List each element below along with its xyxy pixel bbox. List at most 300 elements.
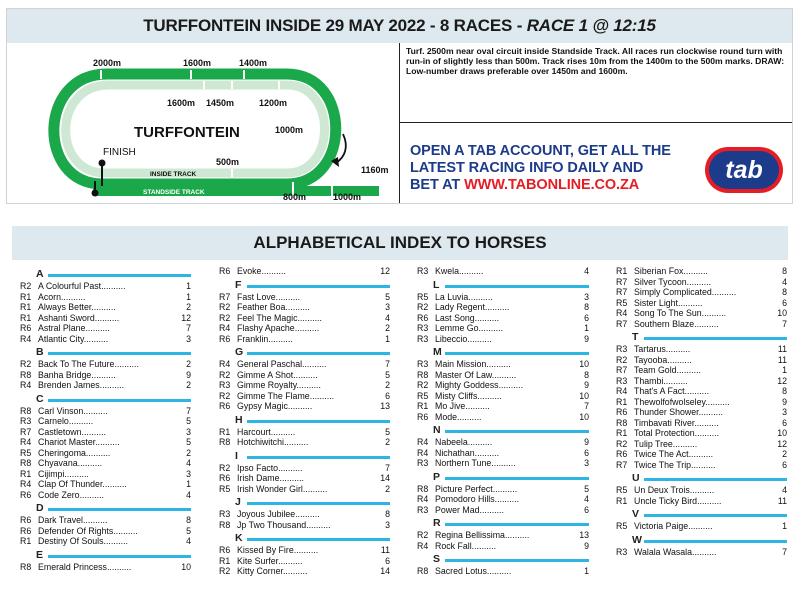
dot-leader: .......... [302,483,328,494]
dot-leader: .......... [665,344,691,354]
race-info-card [6,8,793,204]
race-number: R2 [219,312,231,323]
saddle-number: 7 [782,318,787,329]
dot-leader: .......... [285,302,310,312]
horse-name: Carl Vinson.......... [38,405,108,416]
race-number: R6 [219,333,231,344]
race-number: R6 [20,489,32,500]
race-number: R6 [616,449,628,459]
dot-leader: .......... [81,426,106,437]
horse-name: Tartarus.......... [634,344,691,354]
index-header [12,226,788,260]
dot-leader: .......... [705,396,730,407]
saddle-number: 6 [385,390,390,401]
horse-name: Timbavati River.......... [634,417,719,428]
horse-row [616,308,787,319]
index-column-1 [20,266,191,572]
race-title-main: TURFFONTEIN INSIDE 29 MAY 2022 - 8 RACES - [143,16,527,35]
dot-leader: .......... [106,561,132,572]
horse-row [20,526,191,537]
horse-row [219,380,390,391]
dot-leader: .......... [694,417,719,428]
race-number: R1 [616,428,628,438]
horse-name: Always Better.......... [38,302,116,312]
saddle-number: 1 [584,323,589,333]
section-divider [445,352,589,355]
horse-name: Walala Wasala.......... [634,546,717,557]
saddle-number: 14 [380,566,390,576]
dot-leader: .......... [102,479,127,489]
saddle-number: 11 [777,344,787,354]
race-number: R6 [219,401,231,411]
dot-leader: .......... [688,449,714,459]
saddle-number: 1 [782,521,787,531]
race-number: R2 [219,462,231,473]
section-divider [445,430,589,433]
dot-leader: .......... [68,416,94,426]
horse-name: Power Mad.......... [435,504,504,515]
horse-name: Acorn.......... [38,291,86,302]
horse-row [417,380,589,391]
race-number: R7 [616,276,628,287]
horse-row [417,302,589,313]
horse-row [417,458,589,469]
race-number: R4 [20,333,32,344]
horse-row [417,370,589,381]
horse-name: Nichathan.......... [435,447,500,458]
dot-leader: .......... [77,458,103,468]
race-number: R6 [20,515,32,525]
dot-leader: .......... [114,359,139,369]
race-number: R4 [417,437,429,447]
race-number: R4 [616,386,628,396]
horse-row [219,437,390,448]
horse-row [616,496,787,507]
dot-leader: .......... [663,375,688,386]
marker-1200m: 1200m [259,98,288,108]
horse-row [219,323,390,334]
tab-promo[interactable] [399,123,792,203]
race-number: R2 [616,354,628,365]
horse-name: Defender Of Rights.......... [38,525,138,536]
horse-name: Pomodoro Hills.......... [435,494,520,504]
horse-name: Sacred Lotus.......... [435,566,512,576]
race-number: R3 [616,344,628,354]
section-divider [445,285,589,288]
dot-leader: .......... [85,323,110,333]
dot-leader: .......... [95,437,120,447]
letter-section-n [417,422,589,437]
horse-row [20,313,191,324]
horse-name: Flashy Apache.......... [237,323,320,333]
horse-name: Mo Jive.......... [435,401,490,411]
saddle-number: 5 [186,437,191,447]
promo-url-link[interactable]: WWW.TABONLINE.CO.ZA [464,177,640,193]
saddle-number: 9 [186,369,191,380]
horse-name: Clap Of Thunder.......... [38,479,127,489]
race-number: R1 [20,468,32,479]
marker-2000m: 2000m [93,58,122,68]
race-number: R1 [20,312,32,323]
race-number: R5 [616,485,628,495]
section-letter: F [235,278,242,291]
saddle-number: 3 [584,458,589,468]
saddle-number: 7 [186,323,191,333]
saddle-number: 10 [579,411,589,422]
dot-leader: .......... [94,312,120,323]
section-letter: L [433,278,440,291]
race-number: R3 [417,504,429,515]
horse-name: Thewolfofwolseley.......... [634,396,730,407]
race-number: R8 [219,519,231,530]
dot-leader: .......... [711,287,737,297]
horse-name: Feather Boa.......... [237,302,310,312]
marker-500m: 500m [216,157,240,167]
marker-1600m: 1600m [183,58,212,68]
letter-section-c [20,391,191,406]
horse-row [616,386,787,397]
race-number: R1 [616,266,628,276]
dot-leader: .......... [79,489,105,500]
horse-name: Regina Bellissima.......... [435,530,530,540]
letter-section-s [417,551,589,566]
race-number: R1 [20,536,32,546]
letter-section-i [219,448,390,463]
horse-name: Sister Light.......... [634,297,703,308]
horse-name: That's A Fact.......... [634,386,710,396]
horse-row [417,292,589,303]
race-number: R2 [219,566,231,576]
dot-leader: .......... [492,483,518,494]
race-number: R7 [616,287,628,297]
promo-line-3 [410,177,671,194]
dot-leader: .......... [287,401,313,411]
marker-1400m: 1400m [239,58,268,68]
saddle-number: 8 [186,515,191,525]
horse-name: Carnelo.......... [38,416,94,426]
horse-row [417,530,589,541]
dot-leader: .......... [672,438,698,449]
promo-line-2: LATEST RACING INFO DAILY AND [410,160,644,176]
horse-row [219,359,390,370]
saddle-number: 5 [385,369,390,380]
race-number: R4 [20,479,32,489]
letter-section-h [219,412,390,427]
dot-leader: .......... [64,468,89,479]
letter-section-u [616,470,787,485]
saddle-number: 4 [584,266,589,276]
saddle-number: 10 [777,308,787,318]
horse-row [616,418,787,429]
saddle-number: 3 [186,333,191,344]
horse-row [417,494,589,505]
section-divider [48,399,191,402]
race-number: R8 [417,369,429,380]
horse-name: Gimme The Flame.......... [237,390,335,401]
horse-row [616,287,787,298]
horse-name: Fast Love.......... [237,291,301,302]
letter-section-v [616,506,787,521]
dot-leader: .......... [486,359,511,369]
saddle-number: 3 [385,302,390,312]
saddle-number: 1 [584,566,589,576]
section-letter: T [632,331,639,343]
letter-section-l [417,277,589,292]
dot-leader: .......... [270,426,296,437]
dot-leader: .......... [491,458,516,468]
dot-leader: .......... [486,566,512,576]
section-divider [644,514,787,517]
race-number: R8 [417,566,429,576]
saddle-number: 7 [385,359,390,369]
dot-leader: .......... [474,312,500,323]
section-divider [445,523,589,526]
race-number: R2 [219,302,231,312]
horse-name: Rock Fall.......... [435,540,497,551]
horse-row [616,298,787,309]
race-number: R4 [417,540,429,551]
horse-name: Banha Bridge.......... [38,369,116,380]
race-title [143,16,656,36]
race-number: R6 [219,473,231,483]
horse-name: Gypsy Magic.......... [237,401,313,411]
letter-section-r [417,515,589,530]
horse-row [20,458,191,469]
horse-row [417,266,589,277]
horse-name: Castletown.......... [38,426,106,437]
section-letter: C [36,392,44,405]
horse-name: Chyavana.......... [38,458,103,468]
horse-row [20,380,191,391]
dot-leader: .......... [504,530,530,540]
track-diagram [7,43,399,203]
horse-name: Thunder Shower.......... [634,407,724,417]
section-divider [644,337,787,340]
race-number: R2 [219,390,231,401]
horse-name: Ipso Facto.......... [237,462,303,473]
race-number: R3 [417,266,429,276]
race-number: R5 [417,390,429,401]
saddle-number: 2 [385,380,390,390]
race-number: R8 [417,483,429,494]
promo-text [410,143,671,194]
dot-leader: .......... [468,291,493,302]
dot-leader: .......... [467,437,493,447]
saddle-number: 5 [584,483,589,494]
horse-name: Back To The Future.......... [38,359,139,369]
saddle-number: 3 [186,468,191,479]
saddle-number: 4 [782,276,787,287]
horse-name: Lady Regent.......... [435,302,510,312]
horse-name: La Luvia.......... [435,291,493,302]
race-number: R3 [417,458,429,468]
section-divider [445,559,589,562]
saddle-number: 2 [385,323,390,333]
race-number: R2 [417,302,429,312]
horse-row [616,439,787,450]
section-letter: J [235,496,241,508]
dot-leader: .......... [478,323,503,333]
dot-leader: .......... [684,386,710,396]
horse-row [20,334,191,345]
race-number: R2 [417,380,429,390]
horse-row [417,391,589,402]
race-number: R5 [219,483,231,494]
race-number: R5 [417,291,429,302]
saddle-number: 2 [385,437,390,447]
saddle-number: 9 [782,396,787,407]
race-number: R6 [417,312,429,323]
race-number: R5 [616,521,628,531]
race-number: R2 [20,359,32,369]
saddle-number: 1 [186,291,191,302]
horse-row [219,545,390,556]
horse-row [20,292,191,303]
horse-row [616,365,787,376]
dot-leader: .......... [91,369,116,380]
race-number: R6 [20,323,32,333]
horse-row [616,407,787,418]
horse-name: Master Of Law.......... [435,369,517,380]
horse-row [219,520,390,531]
horse-name: Kissed By Fire.......... [237,545,319,555]
dot-leader: .......... [294,323,320,333]
saddle-number: 4 [186,489,191,500]
saddle-number: 5 [186,525,191,536]
horse-row [20,323,191,334]
horse-name: Twice The Act.......... [634,449,714,459]
horse-row [616,449,787,460]
index-column-2 [219,266,390,577]
horse-name: Picture Perfect.......... [435,483,518,494]
dot-leader: .......... [686,276,712,287]
race-number: R8 [20,561,32,572]
horse-name: Mighty Goddess.......... [435,380,524,390]
saddle-number: 14 [380,473,390,483]
saddle-number: 3 [782,407,787,417]
race-number: R8 [20,405,32,416]
race-number: R5 [20,447,32,458]
section-letter: V [632,508,640,520]
dot-leader: .......... [306,519,331,530]
horse-row [20,479,191,490]
horse-row [417,401,589,412]
saddle-number: 8 [584,302,589,312]
horse-row [219,484,390,495]
horse-row [616,344,787,355]
dot-leader: .......... [275,291,301,302]
horse-row [20,448,191,459]
horse-name: Misty Cliffs.......... [435,390,502,401]
horse-row [20,562,191,573]
horse-name: Total Protection.......... [634,428,720,438]
horse-row [417,505,589,516]
saddle-number: 1 [186,479,191,489]
promo-line-3-prefix: BET AT [410,177,465,193]
race-number: R2 [20,281,32,291]
dot-leader: .......... [91,302,116,312]
section-letter: N [433,424,441,436]
race-number: R2 [219,369,231,380]
race-number: R7 [616,365,628,375]
race-number: R7 [20,426,32,437]
horse-row [219,427,390,438]
horse-row [219,463,390,474]
horse-row [219,370,390,381]
saddle-number: 6 [385,555,390,566]
race-number: R4 [20,437,32,447]
race-number: R3 [417,333,429,344]
saddle-number: 4 [186,458,191,468]
section-letter: U [632,472,640,484]
marker-1450m: 1450m [206,98,235,108]
saddle-number: 7 [186,405,191,416]
saddle-number: 3 [385,519,390,530]
saddle-number: 12 [181,312,191,323]
section-divider [48,508,191,511]
section-letter: I [235,449,238,462]
dot-leader: .......... [698,407,724,417]
saddle-number: 9 [584,540,589,551]
horse-row [616,428,787,439]
horse-row [20,416,191,427]
section-divider [48,555,191,558]
section-letter: E [36,548,44,561]
horse-name: Code Zero.......... [38,489,105,500]
saddle-number: 13 [380,401,390,411]
dot-leader: .......... [293,545,319,555]
horse-name: Main Mission.......... [435,359,511,369]
race-number: R8 [219,437,231,447]
horse-row [219,556,390,567]
letter-section-a [20,266,191,281]
saddle-number: 2 [186,380,191,390]
horse-name: Libeccio.......... [435,333,492,344]
letter-section-m [417,344,589,359]
race-header [7,9,792,43]
saddle-number: 10 [579,359,589,369]
race-number: R4 [417,494,429,504]
horse-name: Tayooba.......... [634,354,692,365]
section-divider [247,285,390,288]
dot-leader: .......... [667,354,692,365]
saddle-number: 1 [186,281,191,291]
dot-leader: .......... [278,555,303,566]
horse-name: A Colourful Past.......... [38,281,126,291]
saddle-number: 6 [584,447,589,458]
dot-leader: .......... [296,380,321,390]
saddle-number: 2 [385,483,390,494]
horse-row [417,359,589,370]
section-letter: A [36,268,44,280]
letter-section-b [20,344,191,359]
race-number: R6 [417,411,429,422]
section-divider [247,502,390,505]
horse-name: Joyous Jubilee.......... [237,509,320,519]
dot-leader: .......... [268,333,293,344]
horse-name: Northern Tune.......... [435,458,516,468]
horse-row [20,406,191,417]
saddle-number: 8 [584,369,589,380]
dot-leader: .......... [99,380,125,390]
dot-leader: .......... [297,312,322,323]
saddle-number: 9 [584,380,589,390]
dot-leader: .......... [85,447,111,458]
saddle-number: 3 [584,291,589,302]
race-number: R4 [219,323,231,333]
race-number: R1 [219,555,231,566]
horse-row [20,370,191,381]
